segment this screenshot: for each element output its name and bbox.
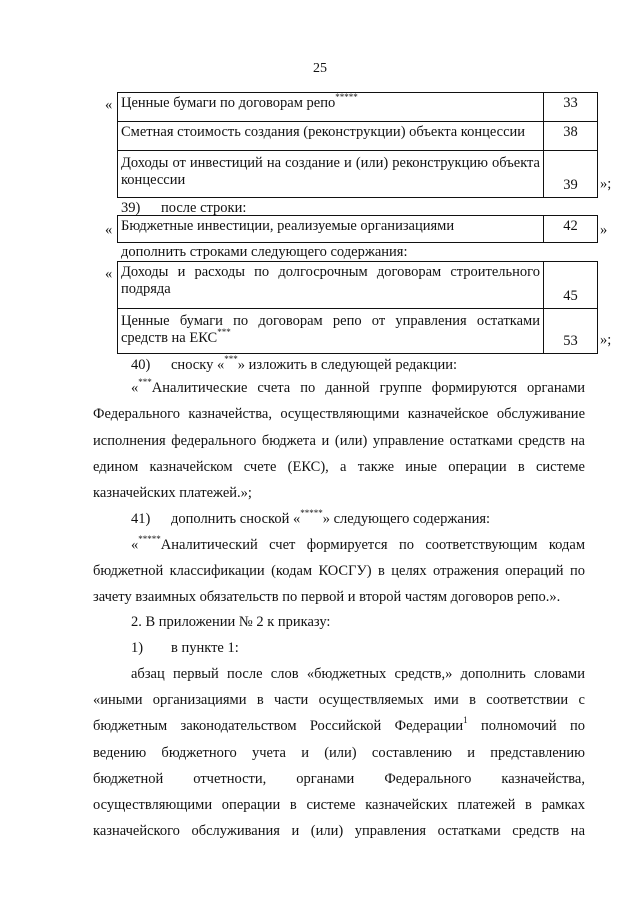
final-line6: осуществляющими операции в системе казначейских платежей в рамках (93, 797, 585, 813)
quote-open-table2: « (105, 222, 113, 238)
table1-row2-name: Сметная стоимость создания (реконструкции) объекта концессии (117, 121, 544, 151)
table3-row1-name: Доходы и расходы по долгосрочным договорам строительного подряда (117, 261, 544, 309)
final-line3: бюджетным законодательством Российской Федерации$^1$ полномочий по (93, 715, 585, 734)
final-line5: бюджетной отчетности, органами Федерального казначейства, (93, 771, 585, 787)
footnote3-line3: исполнения федерального бюджета и (или) управление остатками средств на (93, 433, 585, 449)
table3-row2-code: 53 (543, 308, 598, 354)
add-rows-text: дополнить строками следующего содержания: (121, 244, 408, 260)
final-line4: ведению бюджетного учета и (или) составлению и представлению (93, 745, 585, 761)
table1-row3-code: 39 (543, 150, 598, 198)
item40-text: сноску «***» изложить в следующей редакции: (171, 354, 458, 373)
footnote5-line2: бюджетной классификации (кодам КОСГУ) в целях отражения операций по (93, 563, 585, 579)
final-line1: абзац первый после слов «бюджетных средств,» дополнить словами (131, 666, 585, 682)
table1-row3-name: Доходы от инвестиций на создание и (или) реконструкцию объекта концессии (117, 150, 544, 198)
item41-number: 41) (131, 511, 151, 527)
item39-text: после строки: (161, 200, 247, 216)
quote-open-table3: « (105, 266, 113, 282)
quote-close-table3: »; (600, 332, 612, 348)
quote-close-table2: » (600, 222, 608, 238)
item41-text: дополнить сноской «*****» следующего содержания: (171, 508, 491, 527)
table2-row1-code: 42 (543, 215, 598, 243)
item1-text: в пункте 1: (171, 640, 239, 656)
footnote3-line5: казначейских платежей.»; (93, 485, 252, 501)
footnote5-line3: зачету взаимных обязательств по первой и второй частям договоров репо.». (93, 589, 561, 605)
footnote3-line4: едином казначейском счете (ЕКС), а также иные операции в системе (93, 459, 585, 475)
table3-row1-code: 45 (543, 261, 598, 309)
quote-open-table1: « (105, 97, 113, 113)
table1-row1-code: 33 (543, 92, 598, 122)
final-line2: «иными организациями в части осуществляемых ими в соответствии с (93, 692, 585, 708)
page-number: 25 (313, 61, 327, 76)
footnote5-line1: «*****Аналитический счет формируется по соответствующим кодам (131, 534, 585, 553)
footnote3-line2: Федерального казначейства, осуществляющими казначейское обслуживание (93, 406, 585, 422)
table3-row2-name: Ценные бумаги по договорам репо от управления остатками средств на ЕКС*** (117, 308, 544, 354)
table1-row2-code: 38 (543, 121, 598, 151)
item1-number: 1) (131, 640, 144, 656)
footnote3-line1: «***Аналитические счета по данной группе формируются органами (131, 377, 585, 396)
table1-row1-name: Ценные бумаги по договорам репо***** (117, 92, 544, 122)
item40-number: 40) (131, 357, 151, 373)
table2-row1-name: Бюджетные инвестиции, реализуемые организациями (117, 215, 544, 243)
quote-close-table1: »; (600, 176, 612, 192)
item39-number: 39) (121, 200, 141, 216)
final-line7: казначейского обслуживания и (или) управления остатками средств на (93, 823, 585, 839)
section2-heading: 2. В приложении № 2 к приказу: (131, 614, 331, 630)
